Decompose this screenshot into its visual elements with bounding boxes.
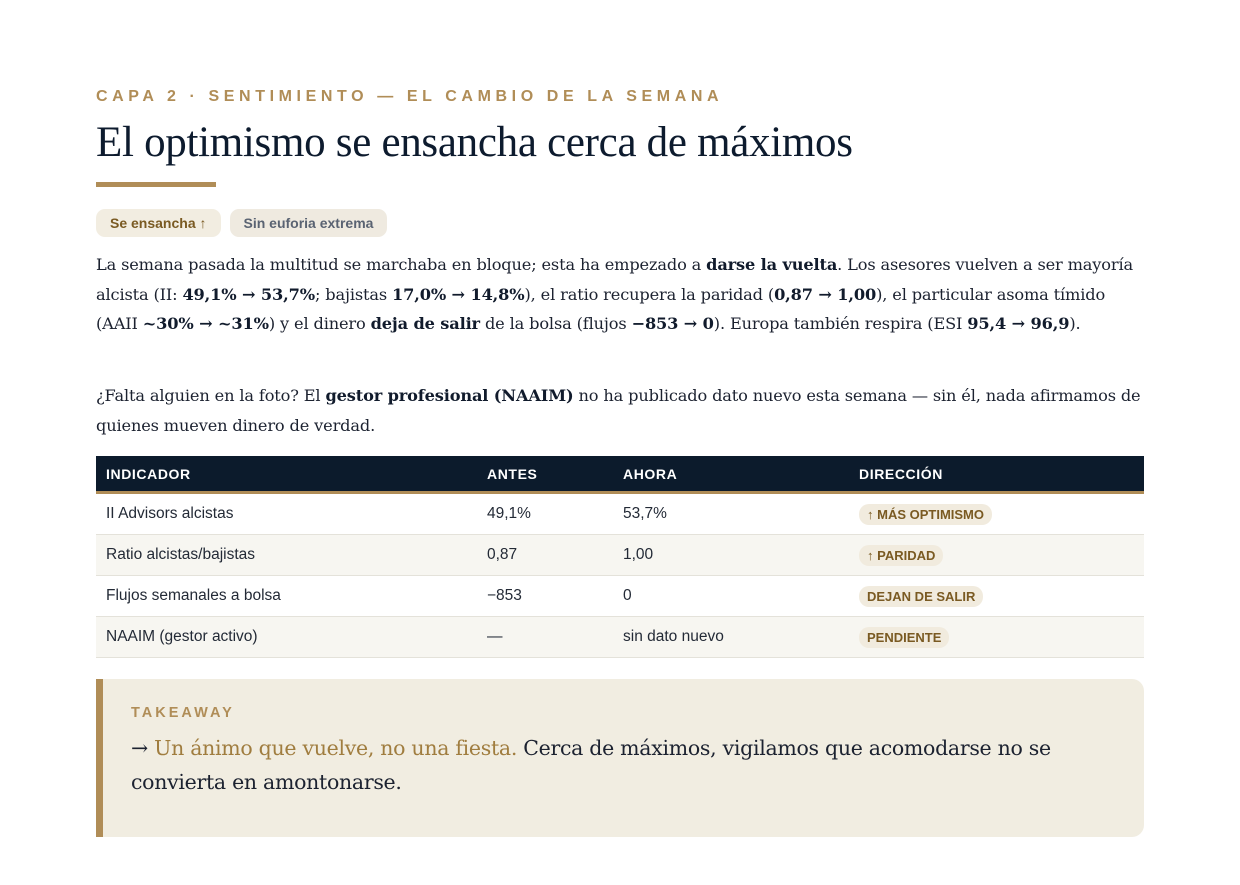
direction-badge: ↑ MÁS OPTIMISMO (859, 504, 992, 525)
header-indicator: INDICADOR (106, 465, 191, 482)
direction-badge: ↑ PARIDAD (859, 545, 943, 566)
table-row (96, 617, 1144, 658)
table-row (96, 535, 1144, 576)
header-direction: DIRECCIÓN (859, 465, 943, 482)
header-now: AHORA (623, 465, 678, 482)
takeaway-label: TAKEAWAY (131, 705, 235, 721)
takeaway-highlight: Un ánimo que vuelve, no una fiesta. (154, 736, 518, 760)
table-header (96, 456, 1144, 494)
tag-widening: Se ensancha ↑ (96, 209, 221, 237)
indicator-table (96, 456, 1144, 658)
tag-list (96, 209, 387, 237)
direction-badge: DEJAN DE SALIR (859, 586, 983, 607)
page-title: El optimismo se ensancha cerca de máximos (96, 119, 853, 166)
cell-before: 0,87 (487, 546, 518, 563)
cell-now: 0 (623, 587, 632, 604)
cell-before: 49,1% (487, 505, 531, 522)
naaim-paragraph: ¿Falta alguien en la foto? El gestor profesional (NAAIM) no ha publicado dato nuevo esta semana — sin él, nada afirmamos de quienes mueven dinero de verdad. (96, 386, 1141, 435)
cell-before: — (487, 628, 503, 645)
arrow-icon: → (131, 736, 155, 760)
cell-now: 1,00 (623, 546, 654, 563)
takeaway-text: → Un ánimo que vuelve, no una fiesta. Cerca de máximos, vigilamos que acomodarse no se convierta en amontonarse. (131, 736, 1051, 794)
tag-no-euphoria: Sin euforia extrema (230, 209, 388, 237)
cell-now: sin dato nuevo (623, 628, 724, 645)
cell-before: −853 (487, 587, 522, 604)
takeaway-box (96, 679, 1144, 837)
title-underline (96, 182, 216, 187)
section-eyebrow: CAPA 2 · SENTIMIENTO — EL CAMBIO DE LA SEMANA (96, 88, 724, 105)
cell-now: 53,7% (623, 505, 667, 522)
table-row (96, 576, 1144, 617)
summary-paragraph: La semana pasada la multitud se marchaba en bloque; esta ha empezado a darse la vuelta. Los asesores vuelven a ser mayoría alcista (II: 49,1% → 53,7%; bajistas 17,0% → 14,8%), el ratio recupera la paridad (0,87 → 1,00), el particular asoma tímido (AAII ~30% → ~31%) y el dinero deja de salir de la bolsa (flujos −853 → 0). Europa también respira (ESI 95,4 → 96,9). (96, 255, 1134, 333)
cell-indicator: II Advisors alcistas (106, 505, 234, 522)
table-row (96, 494, 1144, 535)
cell-indicator: NAAIM (gestor activo) (106, 628, 258, 645)
header-before: ANTES (487, 465, 538, 482)
direction-badge: PENDIENTE (859, 627, 949, 648)
cell-indicator: Flujos semanales a bolsa (106, 587, 281, 604)
cell-indicator: Ratio alcistas/bajistas (106, 546, 256, 563)
